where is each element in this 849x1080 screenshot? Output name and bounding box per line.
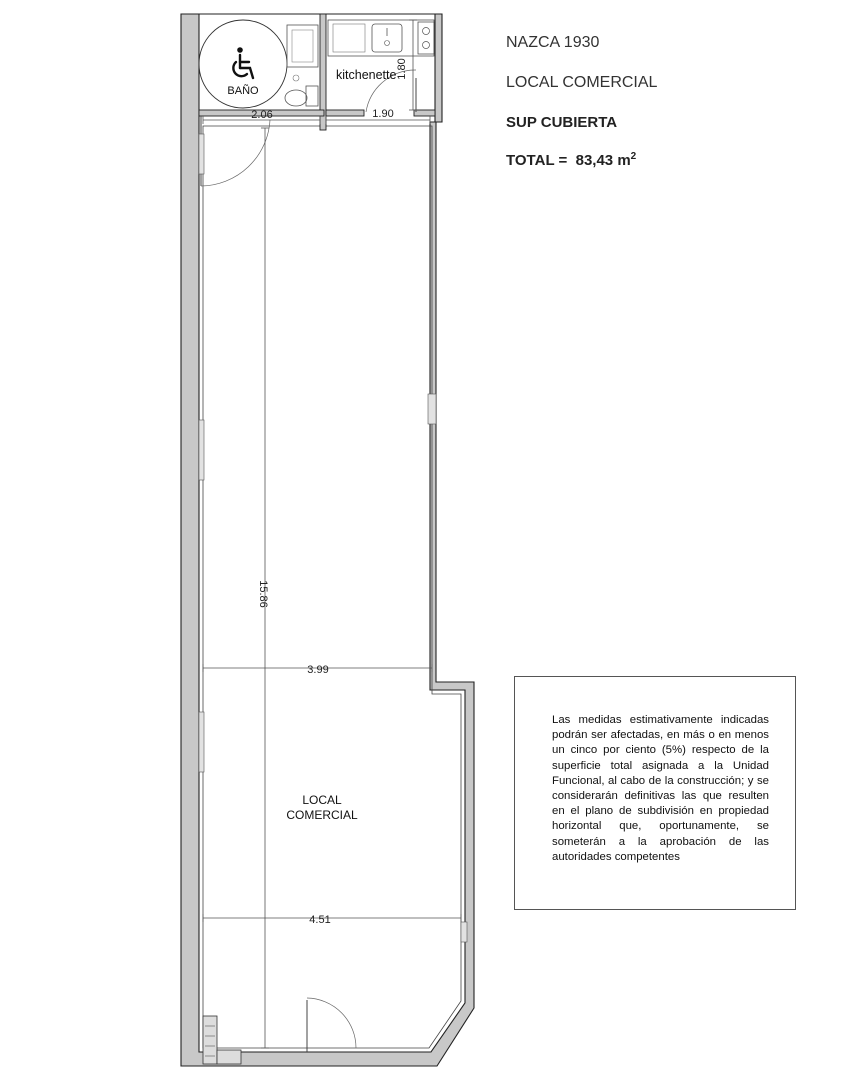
- cooktop-fixture: [418, 22, 434, 54]
- dim-length: 15.86: [257, 580, 269, 608]
- dimension-lines: [203, 20, 461, 1048]
- total-label: TOTAL =: [506, 152, 568, 169]
- total-unit-exp: 2: [630, 151, 637, 162]
- total-value: 83,43 m: [575, 152, 631, 169]
- room-label-local-2: COMERCIAL: [286, 808, 358, 822]
- toilet-fixture: [285, 90, 307, 106]
- project-name: NAZCA 1930: [506, 34, 600, 51]
- dim-kitchenette-width: 1.90: [372, 108, 394, 120]
- dim-bano-width: 2.06: [251, 109, 273, 121]
- disclaimer-box: [514, 676, 796, 910]
- shower-fixture: [287, 25, 318, 67]
- area-section: SUP CUBIERTA: [506, 114, 618, 131]
- room-label-bano: BAÑO: [227, 85, 259, 97]
- disclaimer-text: Las medidas estimativamente indicadas podrán ser afectadas, en más o en menos un cinco por ciento (5%) respecto de la superficie total asignada a la Unidad Funcional, al cabo de la construcción; y se considerarán definitivas las que resulten en el plano de subdivisión en propiedad horizontal que, oportunamente, se someterán a la aprobación de las autoridades competentes: [552, 714, 769, 863]
- dim-width-lower: 4.51: [309, 914, 331, 926]
- unit-type: LOCAL COMERCIAL: [506, 74, 658, 91]
- total-area: [506, 151, 636, 169]
- room-label-local-1: LOCAL: [302, 793, 342, 807]
- room-label-kitchenette: kitchenette: [336, 68, 397, 82]
- dim-width-upper: 3.99: [307, 664, 329, 676]
- outer-walls: [181, 14, 474, 1066]
- dim-kitchenette-depth: 1.80: [396, 58, 408, 80]
- wheelchair-icon: [233, 47, 253, 78]
